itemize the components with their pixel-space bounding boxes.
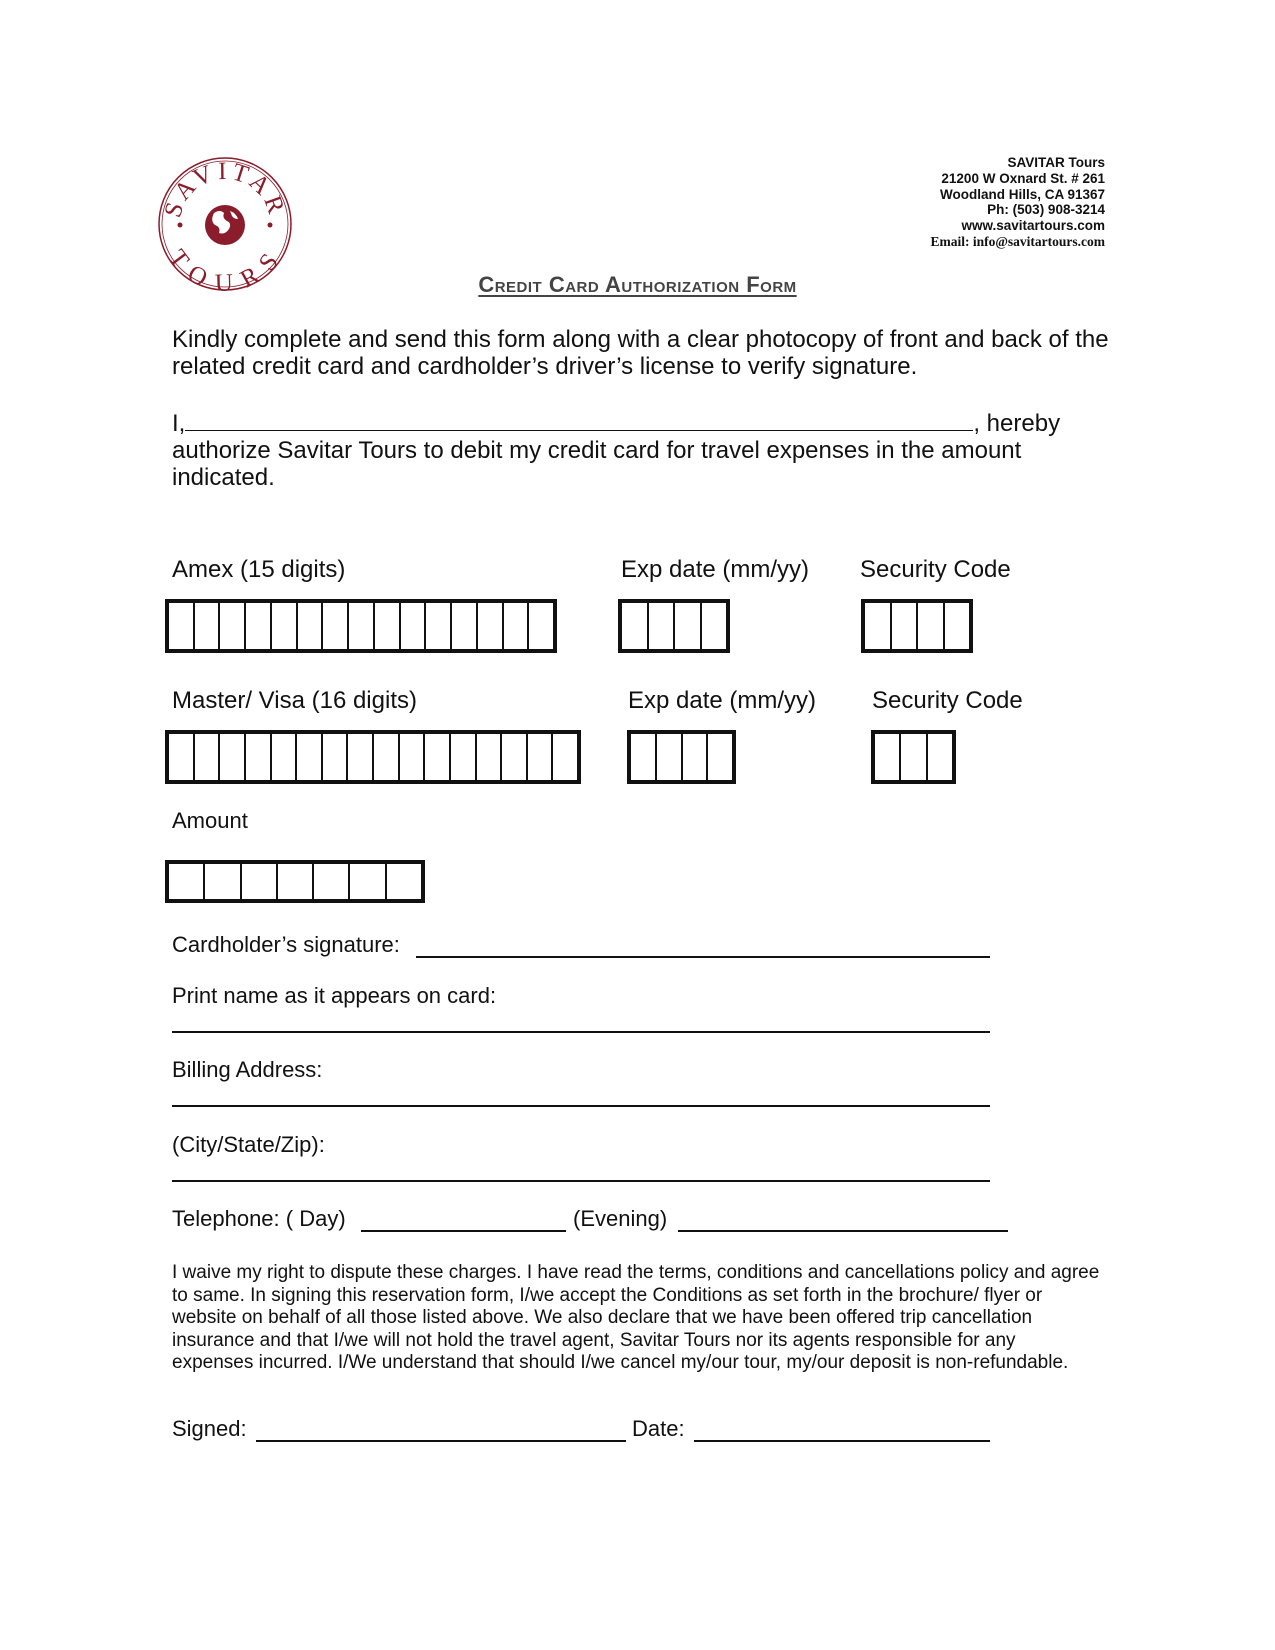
date-line[interactable] bbox=[694, 1440, 990, 1442]
digit-cell[interactable] bbox=[892, 603, 919, 649]
digit-cell[interactable] bbox=[242, 864, 278, 899]
digit-cell[interactable] bbox=[675, 603, 702, 649]
digit-cell[interactable] bbox=[195, 603, 221, 649]
print-name-label: Print name as it appears on card: bbox=[172, 983, 497, 1008]
digit-cell[interactable] bbox=[875, 734, 901, 780]
digit-cell[interactable] bbox=[502, 734, 528, 780]
digit-cell[interactable] bbox=[169, 734, 195, 780]
company-phone: Ph: (503) 908-3214 bbox=[987, 202, 1105, 218]
digit-cell[interactable] bbox=[169, 864, 205, 899]
digit-cell[interactable] bbox=[708, 734, 732, 780]
company-email[interactable]: Email: info@savitartours.com bbox=[930, 233, 1105, 249]
digit-cell[interactable] bbox=[246, 603, 272, 649]
digit-cell[interactable] bbox=[426, 603, 452, 649]
digit-cell[interactable] bbox=[220, 603, 246, 649]
amount-label: Amount bbox=[172, 808, 248, 833]
digit-cell[interactable] bbox=[298, 603, 324, 649]
logo-bottom-text: TOURS bbox=[163, 244, 287, 293]
amex-label: Amex (15 digits) bbox=[172, 556, 346, 583]
digit-cell[interactable] bbox=[622, 603, 649, 649]
amount-boxes[interactable] bbox=[165, 860, 425, 903]
auth-suffix: , hereby bbox=[973, 410, 1061, 437]
digit-cell[interactable] bbox=[945, 603, 970, 649]
digit-cell[interactable] bbox=[246, 734, 272, 780]
digit-cell[interactable] bbox=[477, 734, 503, 780]
digit-cell[interactable] bbox=[504, 603, 530, 649]
digit-cell[interactable] bbox=[278, 864, 314, 899]
company-address-line1: 21200 W Oxnard St. # 261 bbox=[941, 170, 1105, 186]
digit-cell[interactable] bbox=[425, 734, 451, 780]
telephone-day-line[interactable] bbox=[361, 1230, 566, 1232]
amex-exp-label: Exp date (mm/yy) bbox=[621, 556, 810, 583]
auth-prefix: I, bbox=[172, 410, 186, 437]
amex-security-label: Security Code bbox=[860, 556, 1011, 583]
digit-cell[interactable] bbox=[349, 603, 375, 649]
digit-cell[interactable] bbox=[272, 603, 298, 649]
digit-cell[interactable] bbox=[401, 603, 427, 649]
digit-cell[interactable] bbox=[297, 734, 323, 780]
authorizer-name-line[interactable] bbox=[185, 408, 973, 431]
digit-cell[interactable] bbox=[865, 603, 892, 649]
digit-cell[interactable] bbox=[272, 734, 298, 780]
amex-number-boxes[interactable] bbox=[165, 599, 557, 653]
digit-cell[interactable] bbox=[478, 603, 504, 649]
digit-cell[interactable] bbox=[195, 734, 221, 780]
billing-address-line[interactable] bbox=[172, 1105, 990, 1107]
billing-address-label: Billing Address: bbox=[172, 1057, 323, 1082]
digit-cell[interactable] bbox=[169, 603, 195, 649]
digit-cell[interactable] bbox=[205, 864, 241, 899]
digit-cell[interactable] bbox=[649, 603, 676, 649]
signed-line[interactable] bbox=[256, 1440, 626, 1442]
intro-text: Kindly complete and send this form along with a clear photocopy of front and back of the related credit card and cardholder’s driver’s license to verify signature. bbox=[172, 326, 1109, 380]
signature-label: Cardholder’s signature: bbox=[172, 932, 400, 957]
legal-waiver-text: I waive my right to dispute these charges. I have read the terms, conditions and cancellations policy and agree to same. In signing this reservation form, I/we accept the Conditions as set forth in the brochure/ flyer or website on behalf of all those listed above. We also declare that we have been offered trip cancellation insurance and that I/we will not hold the travel agent, Savitar Tours nor its agents responsible for any expenses incurred. I/We understand that should I/we cancel my/our tour, my/our deposit is non-refundable. bbox=[172, 1262, 1100, 1373]
amex-security-boxes[interactable] bbox=[861, 599, 973, 653]
digit-cell[interactable] bbox=[528, 734, 554, 780]
telephone-day-label: Telephone: ( Day) bbox=[172, 1206, 346, 1231]
digit-cell[interactable] bbox=[374, 734, 400, 780]
telephone-evening-label: (Evening) bbox=[573, 1206, 668, 1231]
authorization-statement bbox=[172, 408, 1072, 491]
company-website[interactable]: www.savitartours.com bbox=[961, 218, 1105, 234]
form-title: Credit Card Authorization Form bbox=[478, 272, 797, 297]
logo-top-text: SAVITAR bbox=[159, 157, 291, 221]
mc-exp-boxes[interactable] bbox=[627, 730, 736, 784]
digit-cell[interactable] bbox=[702, 603, 727, 649]
digit-cell[interactable] bbox=[400, 734, 426, 780]
print-name-line[interactable] bbox=[172, 1031, 990, 1033]
city-state-zip-line[interactable] bbox=[172, 1180, 990, 1182]
digit-cell[interactable] bbox=[350, 864, 386, 899]
digit-cell[interactable] bbox=[387, 864, 421, 899]
digit-cell[interactable] bbox=[348, 734, 374, 780]
mc-exp-label: Exp date (mm/yy) bbox=[628, 687, 817, 714]
digit-cell[interactable] bbox=[657, 734, 683, 780]
digit-cell[interactable] bbox=[631, 734, 657, 780]
amex-exp-boxes[interactable] bbox=[618, 599, 730, 653]
auth-rest: authorize Savitar Tours to debit my credit card for travel expenses in the amount indicated. bbox=[172, 437, 1022, 491]
digit-cell[interactable] bbox=[314, 864, 350, 899]
digit-cell[interactable] bbox=[928, 734, 952, 780]
digit-cell[interactable] bbox=[451, 734, 477, 780]
mc-security-label: Security Code bbox=[872, 687, 1023, 714]
digit-cell[interactable] bbox=[901, 734, 927, 780]
company-contact-block bbox=[930, 155, 1105, 250]
digit-cell[interactable] bbox=[529, 603, 553, 649]
digit-cell[interactable] bbox=[375, 603, 401, 649]
company-name: SAVITAR Tours bbox=[1007, 155, 1105, 170]
mc-security-boxes[interactable] bbox=[871, 730, 956, 784]
digit-cell[interactable] bbox=[553, 734, 577, 780]
digit-cell[interactable] bbox=[918, 603, 945, 649]
signed-label: Signed: bbox=[172, 1416, 247, 1441]
digit-cell[interactable] bbox=[323, 734, 349, 780]
telephone-evening-line[interactable] bbox=[678, 1230, 1008, 1232]
signature-line[interactable] bbox=[416, 956, 990, 958]
digit-cell[interactable] bbox=[452, 603, 478, 649]
digit-cell[interactable] bbox=[220, 734, 246, 780]
date-label: Date: bbox=[632, 1416, 685, 1441]
city-state-zip-label: (City/State/Zip): bbox=[172, 1132, 325, 1157]
mc-number-boxes[interactable] bbox=[165, 730, 581, 784]
company-address-line2: Woodland Hills, CA 91367 bbox=[939, 186, 1105, 202]
digit-cell[interactable] bbox=[323, 603, 349, 649]
digit-cell[interactable] bbox=[683, 734, 709, 780]
mc-label: Master/ Visa (16 digits) bbox=[172, 687, 417, 714]
